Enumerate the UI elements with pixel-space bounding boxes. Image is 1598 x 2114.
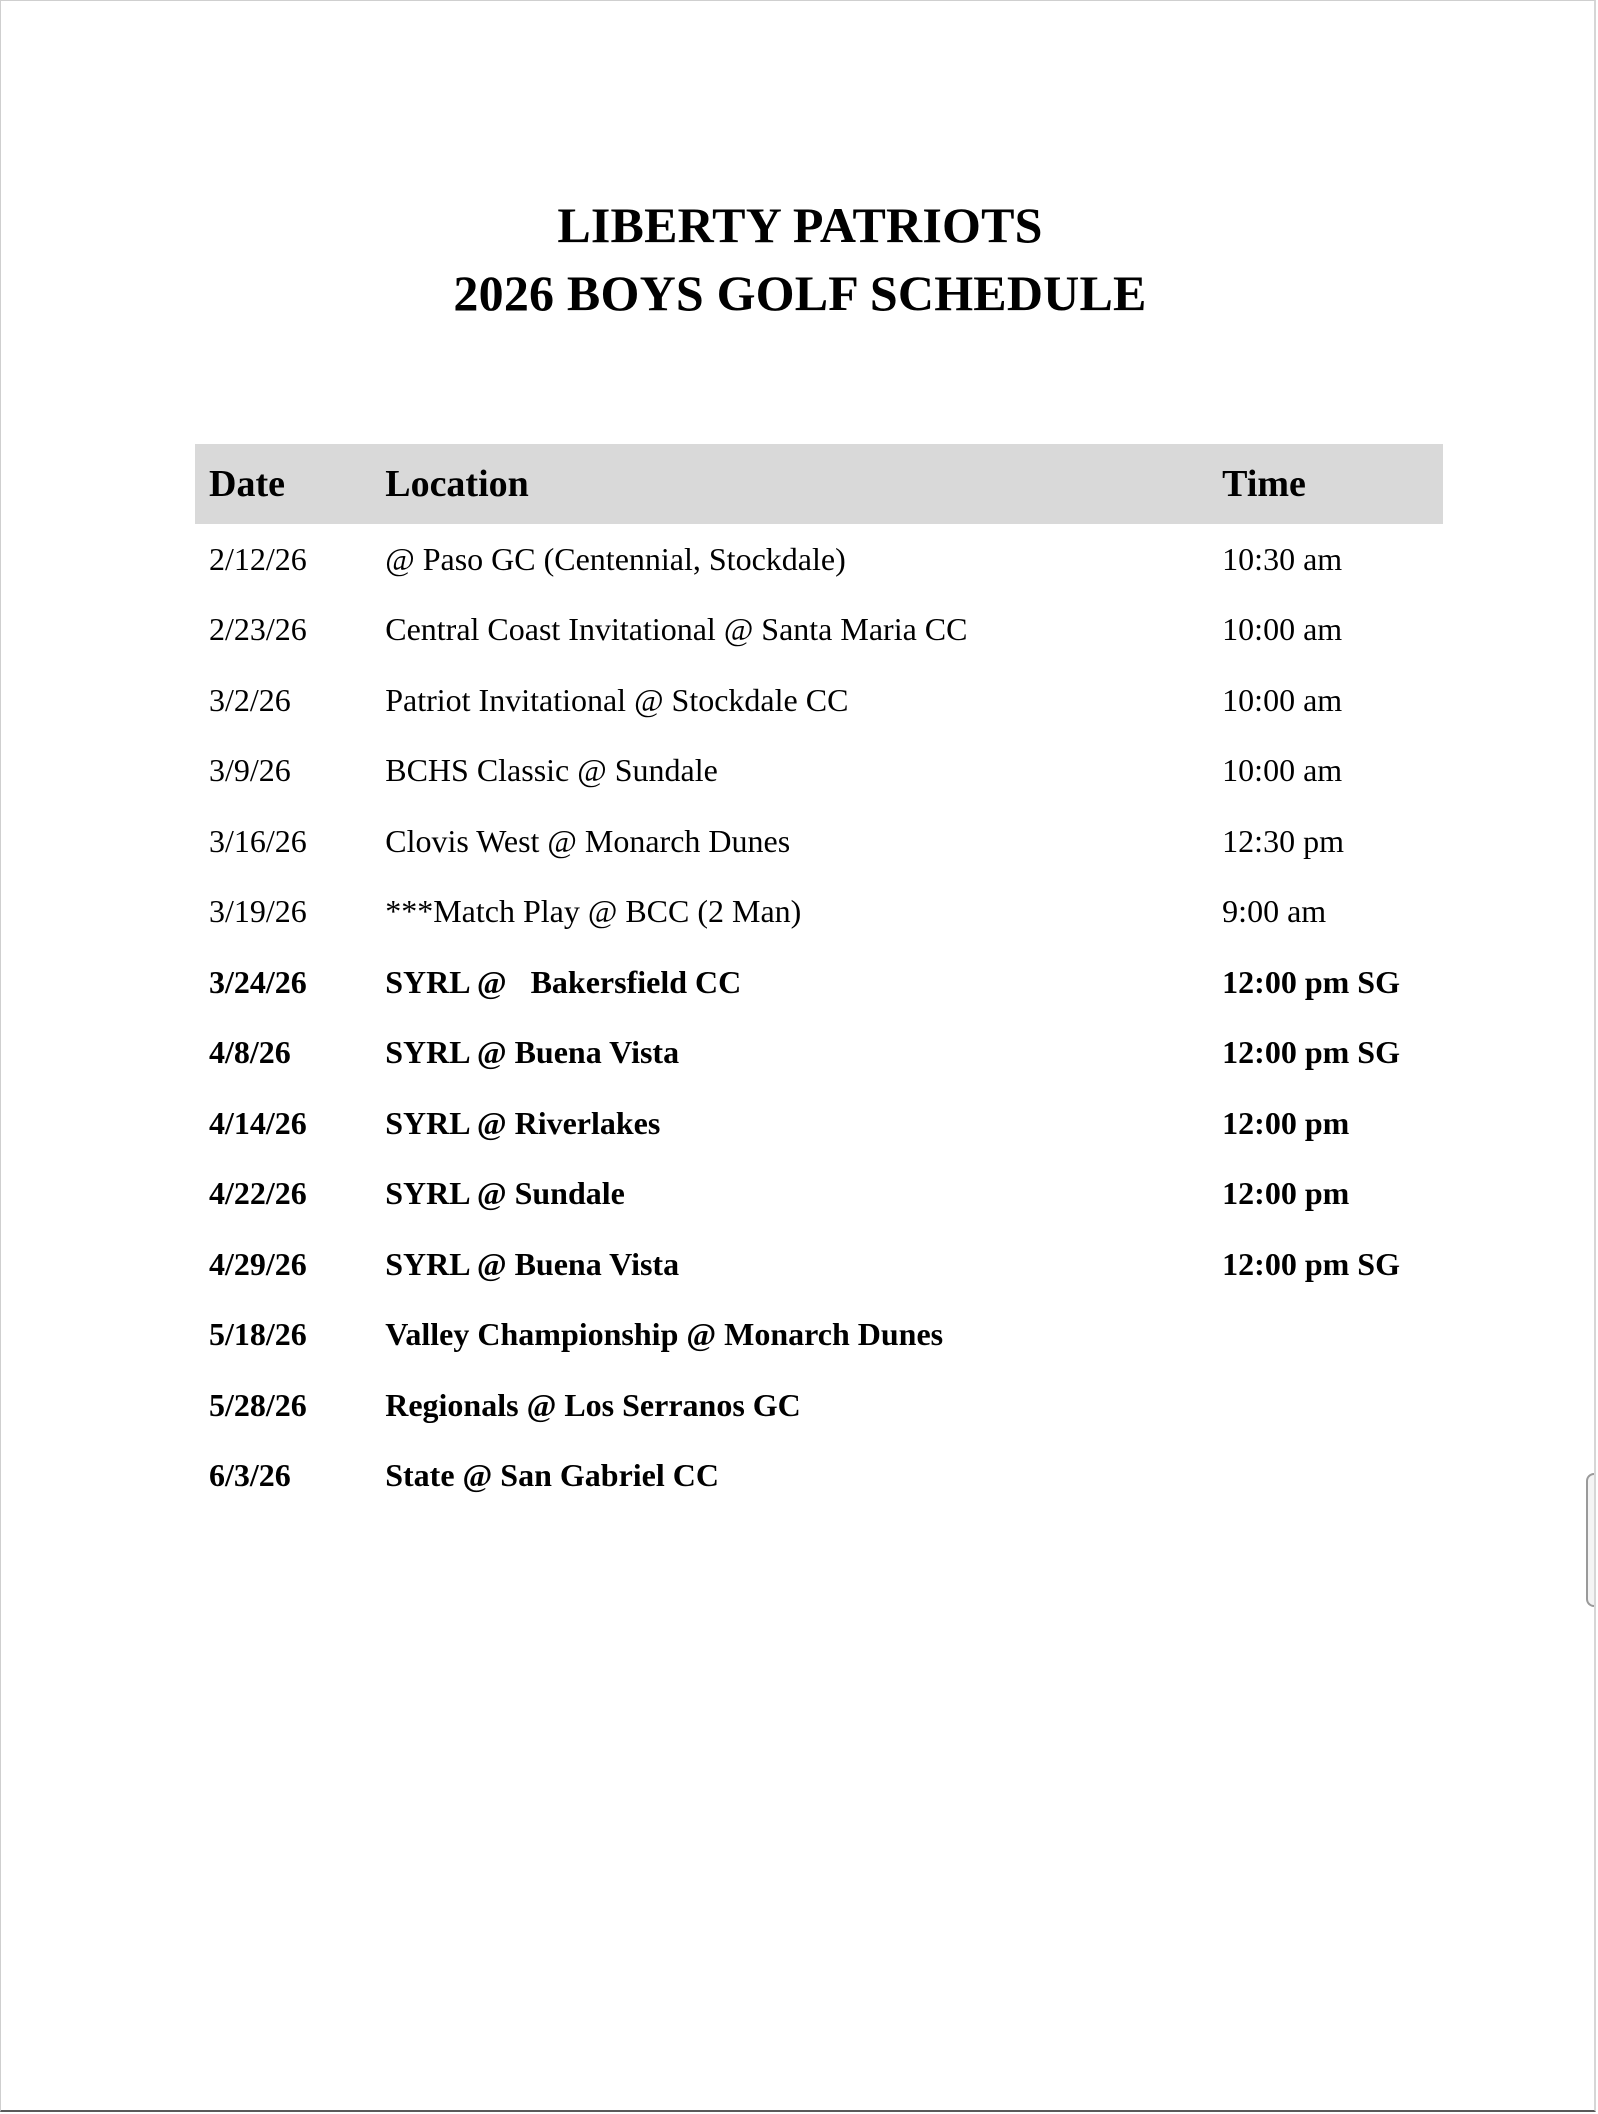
cell-time: 9:00 am	[1222, 893, 1327, 930]
title-schedule-name: 2026 BOYS GOLF SCHEDULE	[453, 265, 1147, 321]
cell-time	[1208, 1300, 1443, 1371]
table-row	[195, 806, 1443, 877]
schedule-table-body	[195, 524, 1443, 1511]
header-date: Date	[195, 444, 371, 524]
table-row	[195, 1441, 1443, 1512]
cell-time: 10:00 am	[1222, 752, 1343, 789]
table-row	[195, 595, 1443, 666]
cell-date: 6/3/26	[209, 1457, 291, 1494]
table-row	[195, 1370, 1443, 1441]
cell-time: 12:00 pm SG	[1222, 963, 1400, 1000]
title-block	[1, 191, 1598, 327]
cell-time: 12:30 pm	[1222, 822, 1344, 859]
cell-location: SYRL @ Bakersfield CC	[385, 963, 742, 1000]
cell-date: 3/2/26	[209, 681, 291, 718]
cell-date: 4/8/26	[209, 1034, 291, 1071]
cell-location: State @ San Gabriel CC	[385, 1457, 719, 1494]
cell-location: Regionals @ Los Serranos GC	[385, 1386, 801, 1423]
table-row	[195, 947, 1443, 1018]
cell-time: 12:00 pm	[1222, 1104, 1350, 1141]
cell-location: Patriot Invitational @ Stockdale CC	[385, 681, 849, 718]
table-header-row	[195, 444, 1443, 524]
cell-location: SYRL @ Buena Vista	[385, 1034, 680, 1071]
cell-time: 10:00 am	[1222, 611, 1343, 648]
table-row	[195, 665, 1443, 736]
cell-location: SYRL @ Riverlakes	[385, 1104, 661, 1141]
cell-date: 5/28/26	[209, 1386, 307, 1423]
header-location: Location	[371, 444, 1208, 524]
cell-time: 10:00 am	[1222, 681, 1343, 718]
cell-date: 3/19/26	[209, 893, 307, 930]
cell-location: SYRL @ Sundale	[385, 1175, 625, 1212]
cell-date: 4/22/26	[209, 1175, 307, 1212]
table-row	[195, 1300, 1443, 1371]
table-row	[195, 1229, 1443, 1300]
cell-location: Valley Championship @ Monarch Dunes	[385, 1316, 944, 1353]
cell-time	[1208, 1441, 1443, 1512]
table-row	[195, 524, 1443, 595]
table-row	[195, 736, 1443, 807]
cell-date: 3/9/26	[209, 752, 291, 789]
cell-date: 5/18/26	[209, 1316, 307, 1353]
cell-date: 4/29/26	[209, 1245, 307, 1282]
cell-time: 10:30 am	[1222, 540, 1343, 577]
schedule-table	[195, 444, 1443, 1511]
cell-time	[1208, 1370, 1443, 1441]
cell-date: 2/23/26	[209, 611, 307, 648]
cell-location: Clovis West @ Monarch Dunes	[385, 822, 791, 859]
cell-location: SYRL @ Buena Vista	[385, 1245, 680, 1282]
cell-date: 3/24/26	[209, 963, 307, 1000]
table-row	[195, 1018, 1443, 1089]
cell-location: ***Match Play @ BCC (2 Man)	[385, 893, 802, 930]
side-panel-handle[interactable]	[1586, 1473, 1594, 1607]
cell-time: 12:00 pm SG	[1222, 1245, 1400, 1282]
cell-location: Central Coast Invitational @ Santa Maria CC	[385, 611, 968, 648]
table-row	[195, 877, 1443, 948]
cell-date: 2/12/26	[209, 540, 307, 577]
cell-location: @ Paso GC (Centennial, Stockdale)	[385, 540, 846, 577]
header-time: Time	[1208, 444, 1443, 524]
cell-time: 12:00 pm SG	[1222, 1034, 1400, 1071]
table-row	[195, 1159, 1443, 1230]
title-team-name: LIBERTY PATRIOTS	[557, 197, 1043, 253]
cell-date: 3/16/26	[209, 822, 307, 859]
cell-location: BCHS Classic @ Sundale	[385, 752, 718, 789]
cell-date: 4/14/26	[209, 1104, 307, 1141]
cell-time: 12:00 pm	[1222, 1175, 1350, 1212]
table-row	[195, 1088, 1443, 1159]
